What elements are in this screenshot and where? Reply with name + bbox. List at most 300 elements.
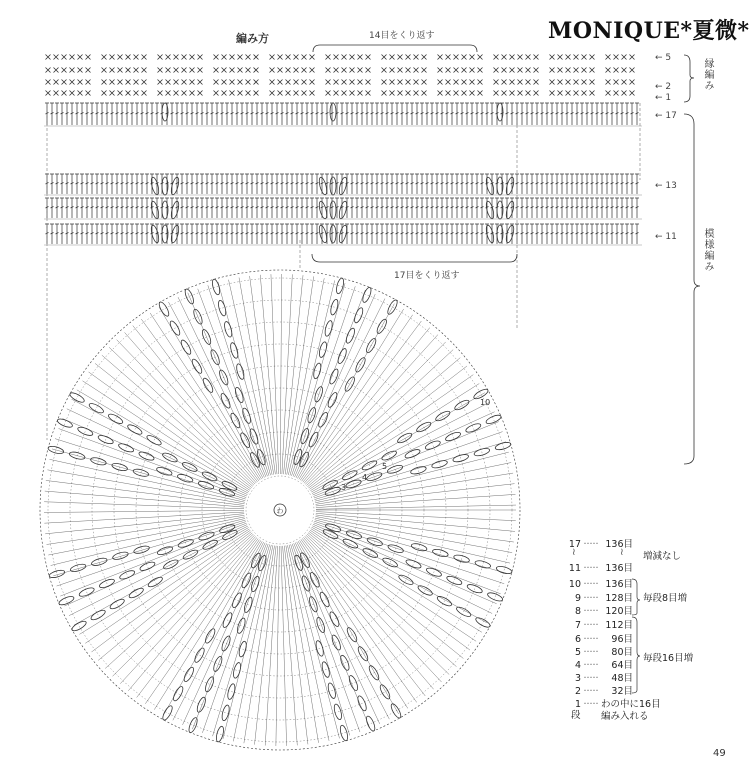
sc-stitch: [190, 68, 195, 73]
sc-stitch: [350, 91, 355, 96]
sc-stitch: [590, 80, 595, 85]
sc-stitch: [622, 68, 627, 73]
dc-stitch: [585, 198, 589, 218]
sc-stitch: [198, 91, 203, 96]
dc-stitch: [245, 224, 249, 244]
legend-tilde-left: ≀: [572, 547, 576, 558]
dc-stitch: [415, 103, 419, 125]
sc-stitch: [438, 55, 443, 60]
dc-stitch: [255, 103, 259, 125]
dc-stitch: [475, 224, 479, 244]
sc-stitch: [446, 68, 451, 73]
dc-stitch: [505, 103, 509, 125]
dc-stitch: [50, 174, 54, 194]
dc-stitch: [255, 174, 259, 194]
dc-stitch: [385, 103, 389, 125]
dc-stitch: [545, 198, 549, 218]
pattern-label: 模様編み: [702, 228, 713, 272]
dc-stitch: [235, 224, 239, 244]
dc-stitch: [185, 224, 189, 244]
radial-stitch: [280, 274, 281, 474]
sc-stitch: [286, 80, 291, 85]
dc-stitch: [390, 174, 394, 194]
dc-stitch: [540, 103, 544, 125]
dc-stitch: [540, 224, 544, 244]
sc-stitch: [382, 80, 387, 85]
cluster-leaf: [119, 569, 136, 581]
sc-stitch: [214, 68, 219, 73]
ring-number-3: 3: [341, 483, 347, 492]
dc-stitch: [100, 198, 104, 218]
sc-stitch: [590, 68, 595, 73]
dc-stitch: [210, 224, 214, 244]
sc-stitch: [110, 55, 115, 60]
dc-stitch: [405, 224, 409, 244]
dc-stitch: [295, 224, 299, 244]
dc-stitch: [635, 224, 639, 244]
dc-stitch: [220, 198, 224, 218]
sc-stitch: [574, 68, 579, 73]
sc-stitch: [414, 91, 419, 96]
sc-stitch: [518, 91, 523, 96]
sc-stitch: [246, 80, 251, 85]
sc-stitch: [134, 91, 139, 96]
dc-stitch: [345, 103, 349, 125]
sc-stitch: [238, 91, 243, 96]
dc-stitch: [525, 174, 529, 194]
sc-stitch: [614, 91, 619, 96]
legend-bracket-inc16: [632, 617, 640, 693]
dc-stitch: [205, 198, 209, 218]
dc-stitch: [535, 174, 539, 194]
dc-stitch: [550, 174, 554, 194]
sc-stitch: [398, 55, 403, 60]
cluster-leaf: [179, 339, 192, 356]
dc-stitch: [275, 198, 279, 218]
dc-stitch: [80, 103, 84, 125]
dc-stitch: [180, 174, 184, 194]
rectangular-chart: [44, 55, 642, 441]
sc-stitch: [46, 55, 51, 60]
sc-stitch: [70, 91, 75, 96]
dc-stitch: [365, 198, 369, 218]
dc-stitch: [610, 198, 614, 218]
sc-stitch: [78, 91, 83, 96]
dc-stitch: [430, 224, 434, 244]
radial-stitch: [304, 335, 438, 484]
sc-stitch: [294, 91, 299, 96]
dc-stitch: [190, 103, 194, 125]
dc-stitch: [520, 103, 524, 125]
repeat-bracket-top: [313, 45, 477, 52]
dc-stitch: [565, 103, 569, 125]
cluster-leaf: [485, 413, 502, 425]
dc-stitch: [620, 103, 624, 125]
dc-stitch: [415, 224, 419, 244]
sc-stitch: [606, 55, 611, 60]
cluster-leaf: [236, 617, 247, 634]
sc-stitch: [334, 68, 339, 73]
radial-stitch: [290, 283, 345, 475]
sc-stitch: [254, 55, 259, 60]
dc-stitch: [530, 198, 534, 218]
cluster-leaf: [133, 545, 150, 555]
radial-stitch: [303, 537, 433, 689]
cluster-leaf: [150, 225, 160, 244]
cluster-leaf: [77, 426, 94, 438]
dc-stitch: [490, 103, 494, 125]
dc-stitch: [380, 224, 384, 244]
sc-stitch: [294, 80, 299, 85]
dc-stitch: [305, 224, 309, 244]
dc-stitch: [145, 224, 149, 244]
sc-stitch: [142, 55, 147, 60]
dc-stitch: [200, 174, 204, 194]
radial-stitch: [163, 541, 262, 715]
dc-stitch: [285, 224, 289, 244]
sc-stitch: [54, 55, 59, 60]
sc-stitch: [582, 91, 587, 96]
sc-stitch: [142, 68, 147, 73]
dc-stitch: [455, 198, 459, 218]
radial-stitch: [47, 470, 244, 504]
cluster-leaf: [485, 225, 495, 244]
cluster-leaf: [217, 300, 227, 317]
dc-stitch: [180, 198, 184, 218]
radial-stitch: [213, 544, 270, 736]
dc-stitch: [195, 174, 199, 194]
sc-stitch: [78, 68, 83, 73]
dc-stitch: [320, 103, 324, 125]
dc-stitch: [215, 224, 219, 244]
sc-stitch: [214, 80, 219, 85]
dc-stitch: [220, 174, 224, 194]
sc-stitch: [502, 55, 507, 60]
dc-stitch: [300, 103, 304, 125]
dc-stitch: [410, 224, 414, 244]
side-bracket-edging: [684, 55, 694, 102]
dc-stitch: [135, 224, 139, 244]
dc-stitch: [80, 174, 84, 194]
dc-stitch: [85, 103, 89, 125]
dc-stitch: [300, 198, 304, 218]
sc-stitch: [454, 80, 459, 85]
dc-stitch: [85, 174, 89, 194]
dc-stitch: [550, 224, 554, 244]
dc-stitch: [210, 174, 214, 194]
sc-stitch: [446, 55, 451, 60]
dc-stitch: [550, 103, 554, 125]
dc-stitch: [595, 224, 599, 244]
dc-stitch: [315, 198, 319, 218]
dc-stitch: [140, 198, 144, 218]
sc-stitch: [510, 68, 515, 73]
dc-stitch: [370, 224, 374, 244]
dc-stitch: [475, 174, 479, 194]
cluster-leaf: [365, 715, 377, 732]
dc-stitch: [315, 224, 319, 244]
dc-stitch: [465, 224, 469, 244]
sc-stitch: [406, 91, 411, 96]
legend-tilde-right: ≀: [620, 547, 624, 558]
dc-stitch: [125, 174, 129, 194]
dc-stitch: [545, 224, 549, 244]
dc-stitch: [380, 103, 384, 125]
dc-stitch: [395, 224, 399, 244]
radial-stitch: [229, 280, 273, 475]
radial-stitch: [282, 274, 292, 474]
dc-stitch: [590, 198, 594, 218]
dc-stitch: [200, 224, 204, 244]
dc-stitch: [390, 224, 394, 244]
radial-stitch: [286, 546, 319, 743]
sc-stitch: [558, 68, 563, 73]
cluster-leaf: [396, 431, 413, 444]
dc-stitch: [315, 174, 319, 194]
sc-stitch: [254, 91, 259, 96]
legend-row-2: 2 ····· 32目: [574, 686, 633, 697]
dc-stitch: [455, 174, 459, 194]
dc-stitch: [520, 224, 524, 244]
sc-stitch: [550, 55, 555, 60]
sc-stitch: [310, 80, 315, 85]
cluster-leaf: [56, 417, 73, 429]
sc-stitch: [518, 68, 523, 73]
radial-stitch: [271, 274, 279, 474]
sc-stitch: [102, 55, 107, 60]
cluster-leaf: [231, 592, 243, 609]
radial-stitch: [173, 542, 264, 720]
radial-stitch: [46, 480, 244, 505]
sc-stitch: [342, 91, 347, 96]
sc-stitch: [342, 80, 347, 85]
sc-stitch: [446, 80, 451, 85]
dc-stitch: [440, 103, 444, 125]
radial-stitch: [44, 510, 244, 512]
dc-stitch: [580, 103, 584, 125]
dc-stitch: [70, 103, 74, 125]
dc-stitch: [535, 224, 539, 244]
sc-stitch: [606, 68, 611, 73]
sc-stitch: [54, 68, 59, 73]
dc-stitch: [65, 103, 69, 125]
dc-stitch: [560, 103, 564, 125]
radial-stitch: [291, 286, 355, 476]
center-mark: わ: [276, 507, 284, 515]
dc-stitch: [420, 103, 424, 125]
dc-stitch: [400, 224, 404, 244]
dc-stitch: [405, 174, 409, 194]
sc-stitch: [398, 68, 403, 73]
sc-stitch: [230, 68, 235, 73]
dc-stitch: [625, 174, 629, 194]
dc-stitch: [240, 224, 244, 244]
dc-stitch: [265, 224, 269, 244]
cluster-leaf: [431, 459, 448, 469]
sc-stitch: [390, 91, 395, 96]
sc-stitch: [182, 91, 187, 96]
sc-stitch: [558, 55, 563, 60]
legend-row-7: 7 ····· 112目: [574, 620, 633, 631]
dc-stitch: [570, 103, 574, 125]
sc-stitch: [470, 80, 475, 85]
sc-stitch: [214, 55, 219, 60]
dc-stitch: [410, 174, 414, 194]
dc-stitch: [265, 174, 269, 194]
cluster-leaf: [328, 368, 340, 385]
dc-stitch: [375, 174, 379, 194]
radial-stitch: [60, 523, 246, 596]
cluster-leaf: [147, 575, 164, 588]
dc-stitch: [420, 224, 424, 244]
sc-stitch: [630, 68, 635, 73]
cluster-leaf: [293, 554, 304, 571]
sc-stitch: [582, 55, 587, 60]
side-bracket-pattern: [684, 114, 700, 464]
dc-stitch: [430, 103, 434, 125]
dc-stitch: [375, 198, 379, 218]
dc-stitch: [610, 224, 614, 244]
dc-stitch: [605, 198, 609, 218]
dc-stitch: [295, 198, 299, 218]
dc-stitch: [175, 103, 179, 125]
dc-stitch: [185, 174, 189, 194]
cluster-leaf: [424, 439, 441, 451]
dc-stitch: [460, 174, 464, 194]
dc-stitch: [570, 224, 574, 244]
cluster-leaf: [48, 569, 65, 579]
page-number: 49: [713, 748, 726, 759]
dc-stitch: [290, 224, 294, 244]
dc-stitch: [55, 198, 59, 218]
dc-stitch: [375, 103, 379, 125]
dc-stitch: [105, 198, 109, 218]
dc-stitch: [385, 224, 389, 244]
sc-stitch: [470, 68, 475, 73]
dc-stitch: [80, 198, 84, 218]
dc-stitch: [305, 198, 309, 218]
sc-stitch: [382, 55, 387, 60]
dc-stitch: [215, 198, 219, 218]
sc-stitch: [174, 80, 179, 85]
cluster-leaf: [505, 177, 515, 196]
cluster-leaf: [241, 407, 252, 424]
radial-stitch: [305, 536, 442, 682]
sc-stitch: [462, 80, 467, 85]
radial-stitch: [57, 522, 246, 586]
sc-stitch: [366, 91, 371, 96]
dc-stitch: [615, 198, 619, 218]
sc-stitch: [358, 55, 363, 60]
dc-stitch: [390, 103, 394, 125]
sc-stitch: [190, 91, 195, 96]
cluster-leaf: [404, 448, 421, 460]
legend-row-4: 4 ····· 64目: [574, 660, 633, 671]
sc-stitch: [534, 55, 539, 60]
sc-stitch: [478, 80, 483, 85]
dc-stitch: [395, 198, 399, 218]
radial-stitch: [281, 546, 287, 746]
radial-stitch: [284, 275, 304, 474]
sc-stitch: [606, 91, 611, 96]
dc-stitch: [220, 103, 224, 125]
dc-stitch: [630, 174, 634, 194]
radial-stitch: [45, 491, 244, 507]
sc-stitch: [518, 55, 523, 60]
sc-stitch: [238, 55, 243, 60]
sc-stitch: [630, 91, 635, 96]
dc-stitch: [380, 198, 384, 218]
dc-stitch: [50, 103, 54, 125]
dc-stitch: [245, 103, 249, 125]
sc-stitch: [534, 91, 539, 96]
sc-stitch: [438, 91, 443, 96]
sc-stitch: [302, 80, 307, 85]
dc-stitch: [390, 198, 394, 218]
sc-stitch: [358, 80, 363, 85]
dc-stitch: [205, 103, 209, 125]
dc-stitch: [280, 198, 284, 218]
dc-stitch: [150, 103, 154, 125]
sc-stitch: [270, 91, 275, 96]
cluster-leaf: [91, 557, 108, 567]
sc-stitch: [398, 91, 403, 96]
dc-stitch: [270, 103, 274, 125]
dc-stitch: [145, 174, 149, 194]
dc-stitch: [180, 224, 184, 244]
legend-note-no-change: 増減なし: [643, 551, 682, 562]
sc-stitch: [270, 68, 275, 73]
dc-stitch: [60, 174, 64, 194]
dc-stitch: [465, 103, 469, 125]
sc-stitch: [462, 68, 467, 73]
dc-stitch: [425, 224, 429, 244]
dc-stitch: [625, 224, 629, 244]
dc-stitch: [395, 174, 399, 194]
dc-stitch: [310, 103, 314, 125]
row-label-17: ← 17: [655, 111, 677, 121]
sc-stitch: [614, 80, 619, 85]
cluster-leaf: [485, 201, 495, 220]
brackets: [312, 45, 700, 693]
cluster-leaf: [330, 201, 336, 219]
dc-stitch: [535, 103, 539, 125]
dc-stitch: [300, 224, 304, 244]
dc-stitch: [400, 103, 404, 125]
dc-stitch: [385, 174, 389, 194]
dc-stitch: [260, 198, 264, 218]
radial-stitch: [276, 546, 279, 746]
dc-stitch: [435, 198, 439, 218]
sc-stitch: [54, 91, 59, 96]
dc-stitch: [130, 103, 134, 125]
sc-stitch: [166, 80, 171, 85]
cluster-leaf: [333, 703, 343, 720]
dc-stitch: [170, 103, 174, 125]
dc-stitch: [450, 224, 454, 244]
dc-stitch: [235, 198, 239, 218]
cluster-leaf: [150, 177, 160, 196]
cluster-leaf: [361, 286, 373, 303]
sc-stitch: [86, 80, 91, 85]
radial-stitch: [109, 347, 254, 485]
sc-stitch: [574, 55, 579, 60]
dc-stitch: [505, 174, 509, 194]
dc-stitch: [585, 224, 589, 244]
dc-stitch: [90, 198, 94, 218]
dc-stitch: [85, 198, 89, 218]
sc-stitch: [406, 68, 411, 73]
